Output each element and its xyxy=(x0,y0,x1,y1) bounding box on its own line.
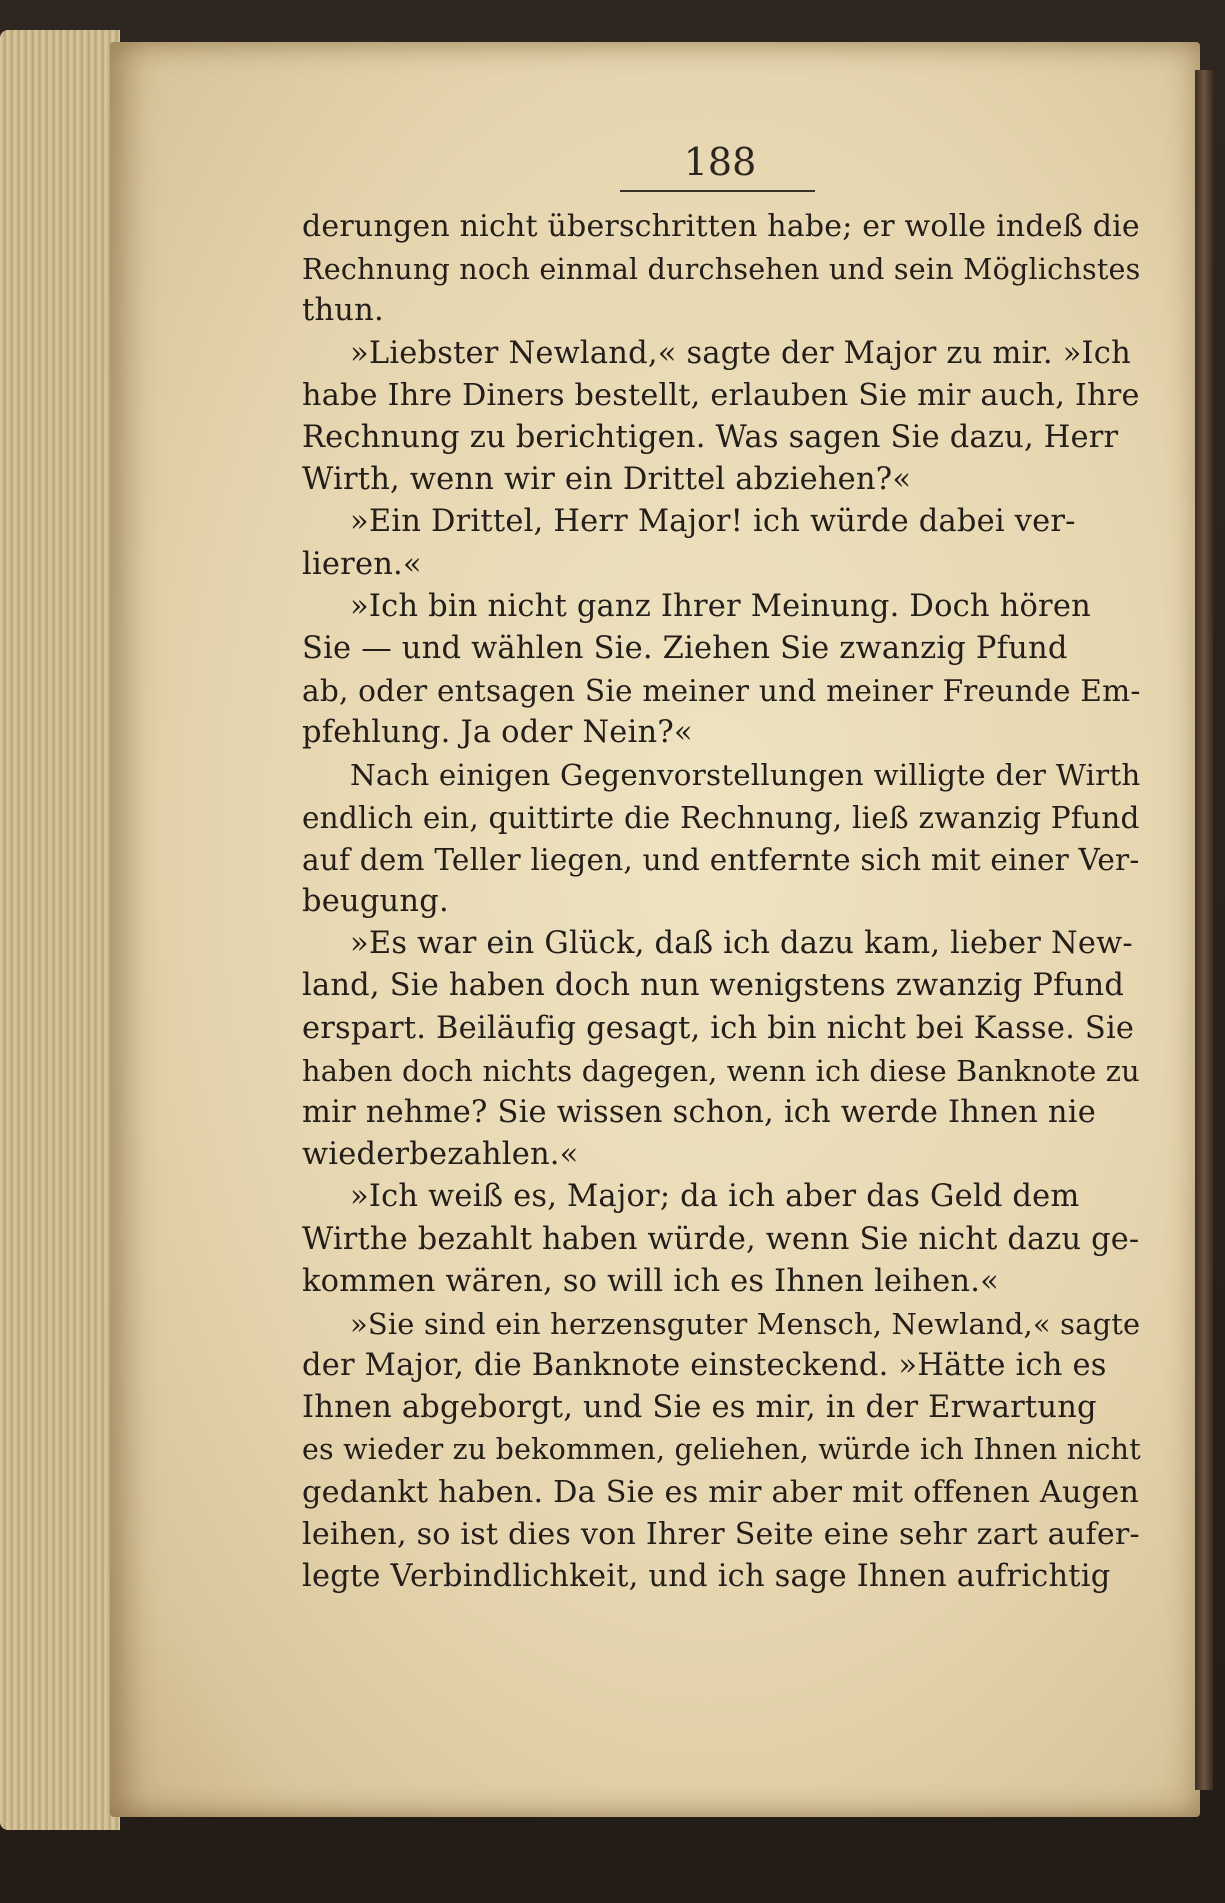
text-line: habe Ihre Diners bestellt, erlauben Sie mir auch, Ihre xyxy=(302,377,1140,413)
text-line: »Sie sind ein herzensguter Mensch, Newland,« sagte xyxy=(350,1306,1141,1341)
text-line: mir nehme? Sie wissen schon, ich werde Ihnen nie xyxy=(302,1094,1096,1130)
text-line: es wieder zu bekommen, geliehen, würde ich Ihnen nicht xyxy=(302,1433,1141,1467)
text-line: Sie — und wählen Sie. Ziehen Sie zwanzig Pfund xyxy=(302,630,1068,666)
text-line: beugung. xyxy=(302,884,449,919)
text-line: endlich ein, quittirte die Rechnung, ließ zwanzig Pfund xyxy=(302,800,1140,835)
text-line: pfehlung. Ja oder Nein?« xyxy=(302,715,693,751)
text-line: ab, oder entsagen Sie meiner und meiner Freunde Em- xyxy=(302,674,1141,709)
text-line: leihen, so ist dies von Ihrer Seite eine sehr zart aufer- xyxy=(302,1516,1140,1552)
text-line: »Ich weiß es, Major; da ich aber das Geld dem xyxy=(350,1179,1080,1215)
text-line: erspart. Beiläufig gesagt, ich bin nicht bei Kasse. Sie xyxy=(302,1010,1135,1046)
text-line: »Liebster Newland,« sagte der Major zu mir. »Ich xyxy=(350,335,1131,371)
text-line: Nach einigen Gegenvorstellungen willigte der Wirth xyxy=(350,758,1141,793)
text-line: kommen wären, so will ich es Ihnen leihen.« xyxy=(302,1263,999,1299)
text-line: wiederbezahlen.« xyxy=(302,1137,579,1173)
text-line: Ihnen abgeborgt, und Sie es mir, in der Erwartung xyxy=(302,1390,1097,1426)
page-number: 188 xyxy=(683,140,757,184)
text-line: haben doch nichts dagegen, wenn ich diese Banknote zu xyxy=(302,1053,1140,1088)
text-line: Rechnung noch einmal durchsehen und sein Möglichstes xyxy=(302,252,1141,287)
text-line: legte Verbindlichkeit, und ich sage Ihnen aufrichtig xyxy=(302,1559,1111,1594)
text-line: Wirth, wenn wir ein Drittel abziehen?« xyxy=(302,462,912,498)
header-rule xyxy=(620,190,815,192)
text-line: derungen nicht überschritten habe; er wolle indeß die xyxy=(302,209,1140,244)
text-line: »Es war ein Glück, daß ich dazu kam, lieber New- xyxy=(350,926,1133,962)
text-line: land, Sie haben doch nun wenigstens zwanzig Pfund xyxy=(302,968,1125,1004)
text-line: Rechnung zu berichtigen. Was sagen Sie dazu, Herr xyxy=(302,419,1119,455)
text-line: lieren.« xyxy=(302,546,422,582)
text-line: »Ich bin nicht ganz Ihrer Meinung. Doch hören xyxy=(350,588,1091,624)
text-line: gedankt haben. Da Sie es mir aber mit offenen Augen xyxy=(302,1474,1140,1510)
text-line: der Major, die Banknote einsteckend. »Hätte ich es xyxy=(302,1348,1107,1384)
text-line: »Ein Drittel, Herr Major! ich würde dabei ver- xyxy=(350,504,1076,540)
page-edges xyxy=(0,30,120,1830)
text-line: thun. xyxy=(302,293,384,329)
text-line: Wirthe bezahlt haben würde, wenn Sie nicht dazu ge- xyxy=(302,1221,1140,1257)
body-text xyxy=(302,206,1140,1598)
binding-edge xyxy=(1195,70,1213,1790)
text-line: auf dem Teller liegen, und entfernte sich mit einer Ver- xyxy=(302,842,1140,877)
